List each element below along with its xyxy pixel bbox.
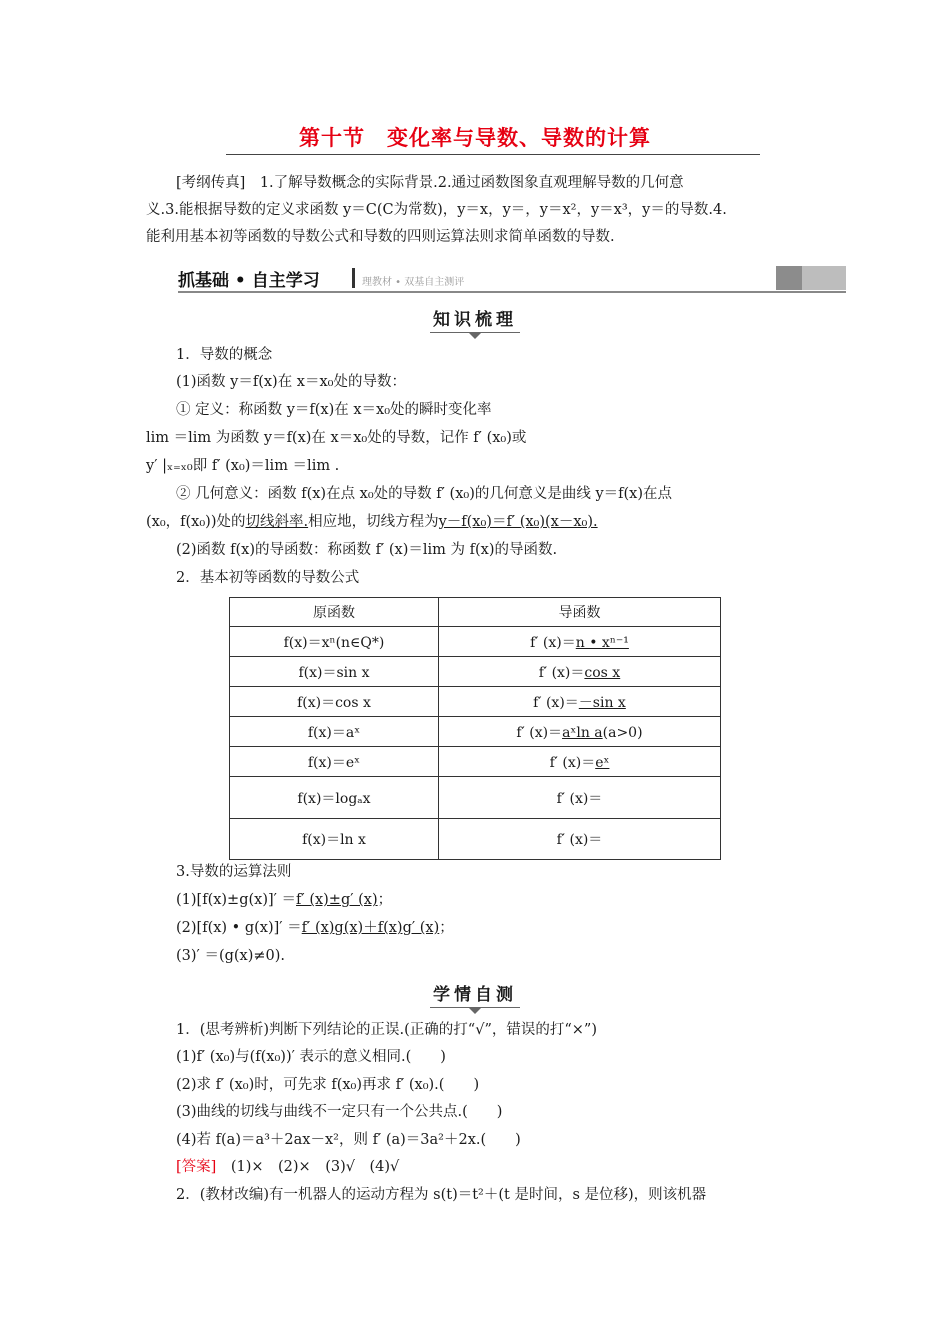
question-1-1: (1)f′ (x₀)与(f(x₀))′ 表示的意义相同.( ) [176,1049,446,1065]
selftest-heading-text: 学情自测 [433,985,517,1005]
rule-1 [176,890,392,910]
answer-text: (1)× (2)× (3)√ (4)√ [216,1159,400,1175]
derivative-blank: cos x [584,664,621,681]
derivative-cell [439,717,721,747]
original-cell: f(x)＝cos x [230,687,439,717]
tangent-slope-blank: 切线斜率. [245,514,309,530]
syllabus-line-2: 义.3.能根据导数的定义求函数 y＝C(C为常数)，y＝x，y＝，y＝x²，y＝x³，y＝的导数.4. [146,202,727,218]
table-header-row [230,598,721,627]
rules-title: 3.导数的运算法则 [176,864,292,880]
derivative-cell [439,627,721,657]
question-1-2: (2)求 f′ (x₀)时，可先求 f(x₀)再求 f′ (x₀).( ) [176,1077,480,1093]
table-row [230,777,721,819]
table-row [230,657,721,687]
derivative-prefix: f′ (x)＝ [530,634,576,651]
page-title: 第十节 变化率与导数、导数的计算 [299,126,651,150]
concept-p2: ① 定义：称函数 y＝f(x)在 x＝x₀处的瞬时变化率 [176,402,492,418]
concept-p3: lim ＝lim 为函数 y＝f(x)在 x＝x₀处的导数，记作 f′ (x₀)或 [146,430,527,446]
rule-2-blank: f′ (x)g(x)＋f(x)g′ (x) [301,920,440,936]
original-cell: f(x)＝sin x [230,657,439,687]
rule-1-end: ； [377,892,393,908]
knowledge-heading-text: 知识梳理 [433,310,517,330]
concept-p1: (1)函数 y＝f(x)在 x＝x₀处的导数： [176,374,406,390]
derivative-prefix: f′ (x)＝ [533,694,579,711]
question-1-4: (4)若 f(a)＝a³＋2ax－x²，则 f′ (a)＝3a²＋2x.( ) [176,1132,521,1148]
question-1-3: (3)曲线的切线与曲线不一定只有一个公共点.( ) [176,1104,503,1120]
derivative-condition: (a>0) [602,724,643,741]
rule-3: (3)′ ＝(g(x)≠0). [176,948,286,964]
answer-label: [答案] [176,1159,217,1175]
syllabus-line-1: [考纲传真] 1.了解导数概念的实际背景.2.通过函数图象直观理解导数的几何意 [176,175,684,191]
question-1: 1．(思考辨析)判断下列结论的正误.(正确的打“√”，错误的打“×”) [176,1022,598,1038]
header-derivative-function: 导函数 [439,598,721,627]
table-row [230,717,721,747]
table-row [230,819,721,860]
derivative-cell [439,687,721,717]
derivative-blank: n • xⁿ⁻¹ [575,634,629,651]
concept-p6-a: (x₀，f(x₀))处的 [146,514,246,530]
derivative-cell [439,657,721,687]
derivative-cell [439,819,721,860]
derivative-cell [439,777,721,819]
table-row [230,747,721,777]
section-banner [178,266,846,292]
table-row [230,627,721,657]
original-cell: f(x)＝ln x [230,819,439,860]
rule-2-lhs: (2)[f(x) • g(x)]′ ＝ [176,920,302,936]
rule-1-blank: f′ (x)±g′ (x) [296,892,378,908]
rule-2-end: ； [439,920,454,936]
derivative-formula-table [229,597,721,860]
derivative-prefix: f′ (x)＝ [556,790,603,807]
banner-light-block [802,266,846,290]
derivative-blank: －sin x [578,694,626,711]
tangent-equation-blank: y－f(x₀)＝f′ (x₀)(x－x₀). [438,514,598,530]
banner-separator [352,268,355,288]
derivative-prefix: f′ (x)＝ [516,724,563,741]
derivative-blank: eˣ [595,754,610,771]
rule-1-lhs: (1)[f(x)±g(x)]′ ＝ [176,892,297,908]
concept-title: 1．导数的概念 [176,347,273,363]
derivative-blank: aˣln a [562,724,603,741]
concept-p4: y′ |ₓ₌ₓ₀即 f′ (x₀)＝lim ＝lim . [146,458,340,474]
original-cell: f(x)＝logₐx [230,777,439,819]
table-row [230,687,721,717]
syllabus-line-3: 能利用基本初等函数的导数公式和导数的四则运算法则求简单函数的导数. [146,229,615,245]
knowledge-heading [0,305,950,339]
banner-dark-block [776,266,802,290]
concept-p6-c: 相应地，切线方程为 [308,514,439,530]
banner-subtitle: 理教材 • 双基自主测评 [362,277,465,288]
concept-p7: (2)函数 f(x)的导函数：称函数 f′ (x)＝lim 为 f(x)的导函数. [176,542,558,558]
header-original-function: 原函数 [230,598,439,627]
banner-rule [178,291,846,293]
derivative-cell [439,747,721,777]
original-cell: f(x)＝xⁿ(n∈Q*) [230,627,439,657]
derivative-prefix: f′ (x)＝ [538,664,585,681]
original-cell: f(x)＝aˣ [230,717,439,747]
original-cell: f(x)＝eˣ [230,747,439,777]
derivative-prefix: f′ (x)＝ [556,832,603,848]
concept-p6 [146,512,598,532]
answer-line [176,1157,399,1177]
down-triangle-icon [469,1008,481,1014]
derivative-prefix: f′ (x)＝ [549,754,596,771]
rule-2 [176,918,454,938]
formula-title: 2．基本初等函数的导数公式 [176,570,360,586]
banner-title: 抓基础 • 自主学习 [178,271,320,291]
down-triangle-icon [469,333,481,339]
concept-p5: ② 几何意义：函数 f(x)在点 x₀处的导数 f′ (x₀)的几何意义是曲线 y＝f(x)在点 [176,486,673,502]
question-2: 2．(教材改编)有一机器人的运动方程为 s(t)＝t²＋(t 是时间，s 是位移)，则该机器 [176,1187,707,1203]
selftest-heading [0,980,950,1014]
title-divider [226,154,760,155]
